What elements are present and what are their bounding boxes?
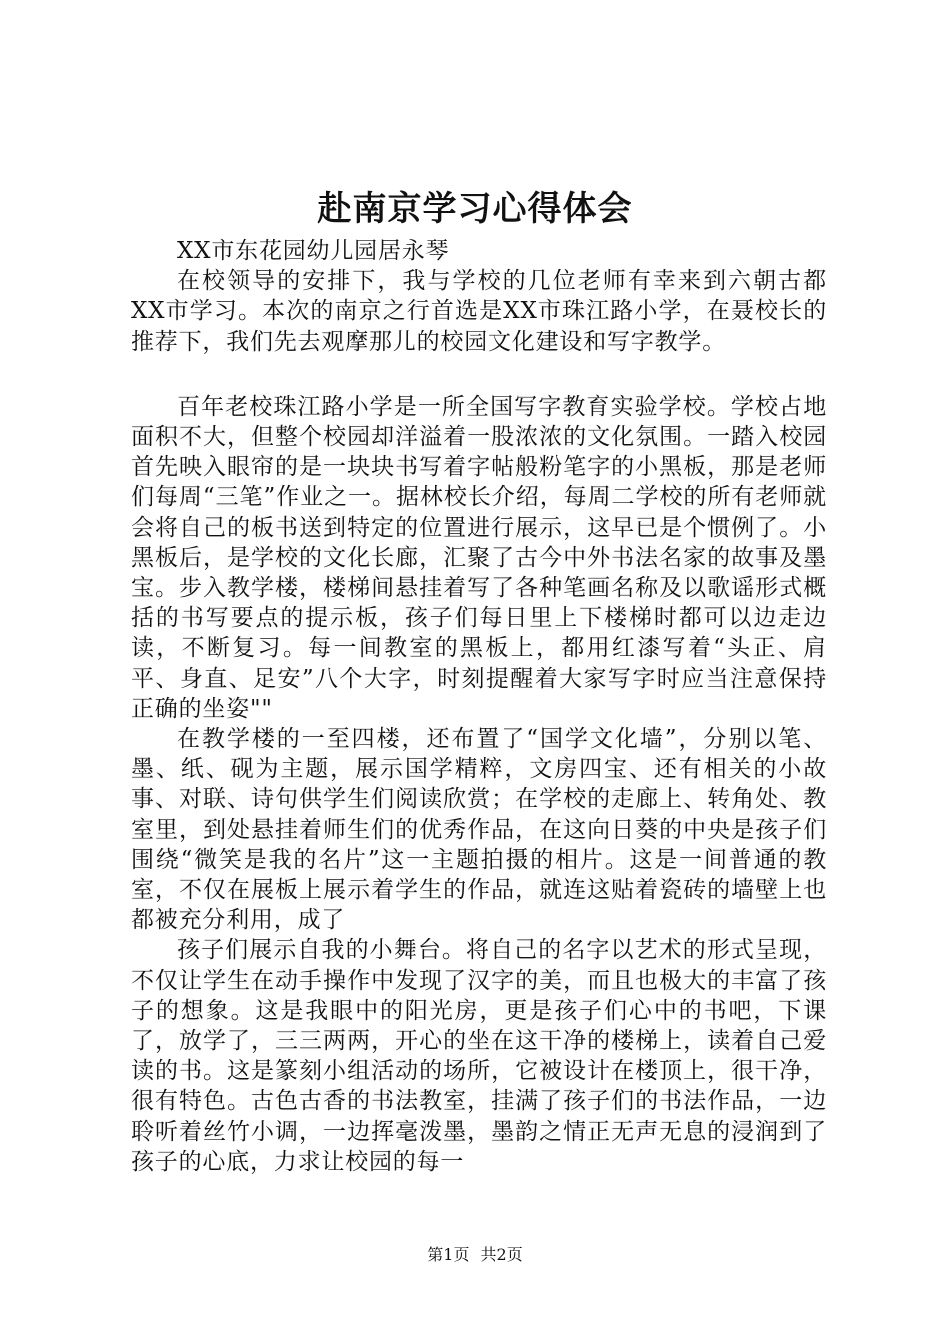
- paragraph-2: 百年老校珠江路小学是一所全国写字教育实验学校。学校占地面积不大，但整个校园却洋溢着一股浓浓的文化氛围。一踏入校园首先映入眼帘的是一块块书写着字帖般粉笔字的小黑板，那是老师们每周“三笔”作业之一。据林校长介绍，每周二学校的所有老师就会将自己的板书送到特定的位置进行展示，这早已是个惯例了。小黑板后，是学校的文化长廊，汇聚了古今中外书法名家的故事及墨宝。步入教学楼，楼梯间悬挂着写了各种笔画名称及以歌谣形式概括的书写要点的提示板，孩子们每日里上下楼梯时都可以边走边读，不断复习。每一间教室的黑板上，都用红漆写着“头正、肩平、身直、足安”八个大字，时刻提醒着大家写字时应当注意保持正确的坐姿"": [131, 393, 827, 722]
- document-body: [131, 236, 827, 1177]
- page-footer: [0, 1244, 950, 1266]
- page-total: 共2页: [480, 1245, 523, 1264]
- paragraph-3: 在教学楼的一至四楼，还布置了“国学文化墙”，分别以笔、墨、纸、砚为主题，展示国学精粹，文房四宝、还有相关的小故事、对联、诗句供学生们阅读欣赏；在学校的走廊上、转角处、教室里，到处悬挂着师生们的优秀作品，在这向日葵的中央是孩子们围绕“微笑是我的名片”这一主题拍摄的相片。这是一间普通的教室，不仅在展板上展示着学生的作品，就连这贴着瓷砖的墙壁上也都被充分利用，成了: [131, 726, 827, 934]
- paragraph-spacer: [131, 357, 827, 392]
- paragraph-1: 在校领导的安排下，我与学校的几位老师有幸来到六朝古都XX市学习。本次的南京之行首选是XX市珠江路小学，在聂校长的推荐下，我们先去观摩那儿的校园文化建设和写字教学。: [131, 268, 827, 355]
- page-number: 第1页: [427, 1245, 470, 1264]
- paragraph-4: 孩子们展示自我的小舞台。将自己的名字以艺术的形式呈现，不仅让学生在动手操作中发现了汉字的美，而且也极大的丰富了孩子的想象。这是我眼中的阳光房，更是孩子们心中的书吧，下课了，放学了，三三两两，开心的坐在这干净的楼梯上，读着自己爱读的书。这是篆刻小组活动的场所，它被设计在楼顶上，很干净，很有特色。古色古香的书法教室，挂满了孩子们的书法作品，一边聆听着丝竹小调，一边挥毫泼墨，墨韵之情正无声无息的浸润到了孩子的心底，力求让校园的每一: [131, 937, 827, 1175]
- author-line: XX市东花园幼儿园居永琴: [177, 238, 450, 264]
- document-title: 赴南京学习心得体会: [317, 189, 633, 229]
